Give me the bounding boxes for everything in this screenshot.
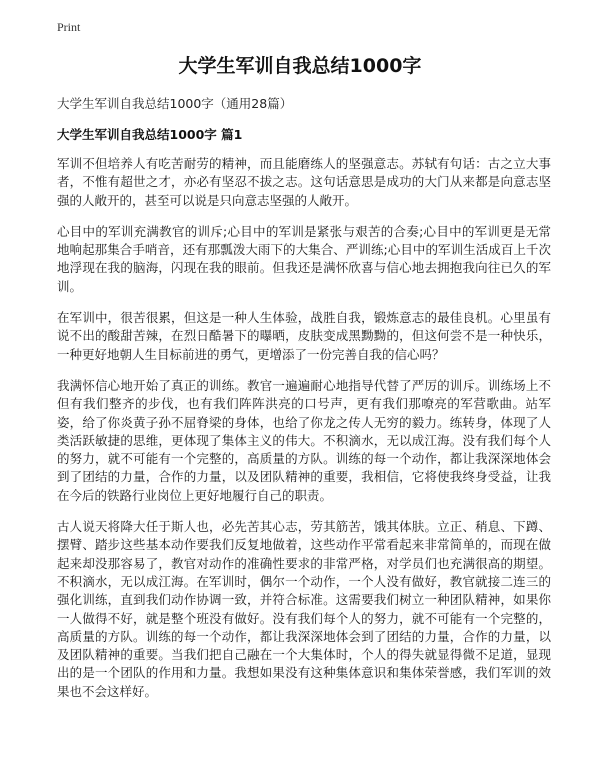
paragraph: 在军训中，很苦很累，但这是一种人生体验，战胜自我，锻炼意志的最佳良机。心里虽有说不出的酸甜苦辣，在烈日酷暑下的曝晒，皮肤变成黑黝黝的，但这何尝不是一种快乐，一种更好地朝人生目标前进的勇气，更增添了一份完善自我的信心吗？ bbox=[57, 310, 551, 362]
paragraph: 军训不但培养人有吃苦耐劳的精神，而且能磨练人的坚强意志。苏轼有句话：古之立大事者，不惟有超世之才，亦必有坚忍不拔之志。这句话意思是成功的大门从来都是向意志坚强的人敞开的，甚至可以说是只向意志坚强的人敞开。 bbox=[57, 156, 551, 208]
paragraph: 我满怀信心地开始了真正的训练。教官一遍遍耐心地指导代替了严厉的训斥。训练场上不但有我们整齐的步伐，也有我们阵阵洪亮的口号声，更有我们那嘹亮的军营歌曲。站军姿，给了你炎黄子孙不屈脊梁的身体，也给了你龙之传人无穷的毅力。练转身，体现了人类活跃敏捷的思维，更体现了集体主义的伟大。不积滴水，无以成江海。没有我们每个人的努力，就不可能有一个完整的，高质量的方队。训练的每一个动作，都让我深深地体会到了团结的力量，合作的力量，以及团队精神的重要，我相信，它将使我终身受益，让我在今后的铁路行业岗位上更好地履行自己的职责。 bbox=[57, 377, 551, 503]
document-subtitle: 大学生军训自我总结1000字（通用28篇） bbox=[57, 96, 293, 111]
paragraph: 心目中的军训充满教官的训斥;心目中的军训是紧张与艰苦的合奏;心目中的军训更是无常地响起那集合手哨音，还有那瓢泼大雨下的大集合、严训练;心目中的军训生活成百上千次地浮现在我的脑海，闪现在我的眼前。但我还是满怀欣喜与信心地去拥抱我向往已久的军训。 bbox=[57, 223, 551, 294]
section-heading: 大学生军训自我总结1000字 篇1 bbox=[57, 127, 243, 142]
print-label: Print bbox=[57, 20, 81, 34]
document-title: 大学生军训自我总结1000字 bbox=[178, 55, 422, 77]
document-body bbox=[57, 155, 551, 714]
paragraph: 古人说天将降大任于斯人也，必先苦其心志，劳其筋苦，饿其体肤。立正、稍息、下蹲、摆臂、踏步这些基本动作要我们反复地做着，这些动作平常看起来非常简单的，而现在做起来却没那容易了，教官对动作的准确性要求的非常严格，对学员们也充满很高的期望。不积滴水，无以成江海。在军训时，偶尔一个动作，一个人没有做好，教官就接二连三的强化训练，直到我们动作协调一致，并符合标准。这需要我们树立一种团队精神，如果你一人做得不好，就是整个班没有做好。没有我们每个人的努力，就不可能有一个完整的，高质量的方队。训练的每一个动作，都让我深深地体会到了团结的力量，合作的力量，以及团队精神的重要。当我们把自己融在一个大集体时，个人的得失就显得微不足道，显现出的是一个团队的作用和力量。我想如果没有这种集体意识和集体荣誉感，我们军训的效果也不会这样好。 bbox=[57, 519, 551, 699]
